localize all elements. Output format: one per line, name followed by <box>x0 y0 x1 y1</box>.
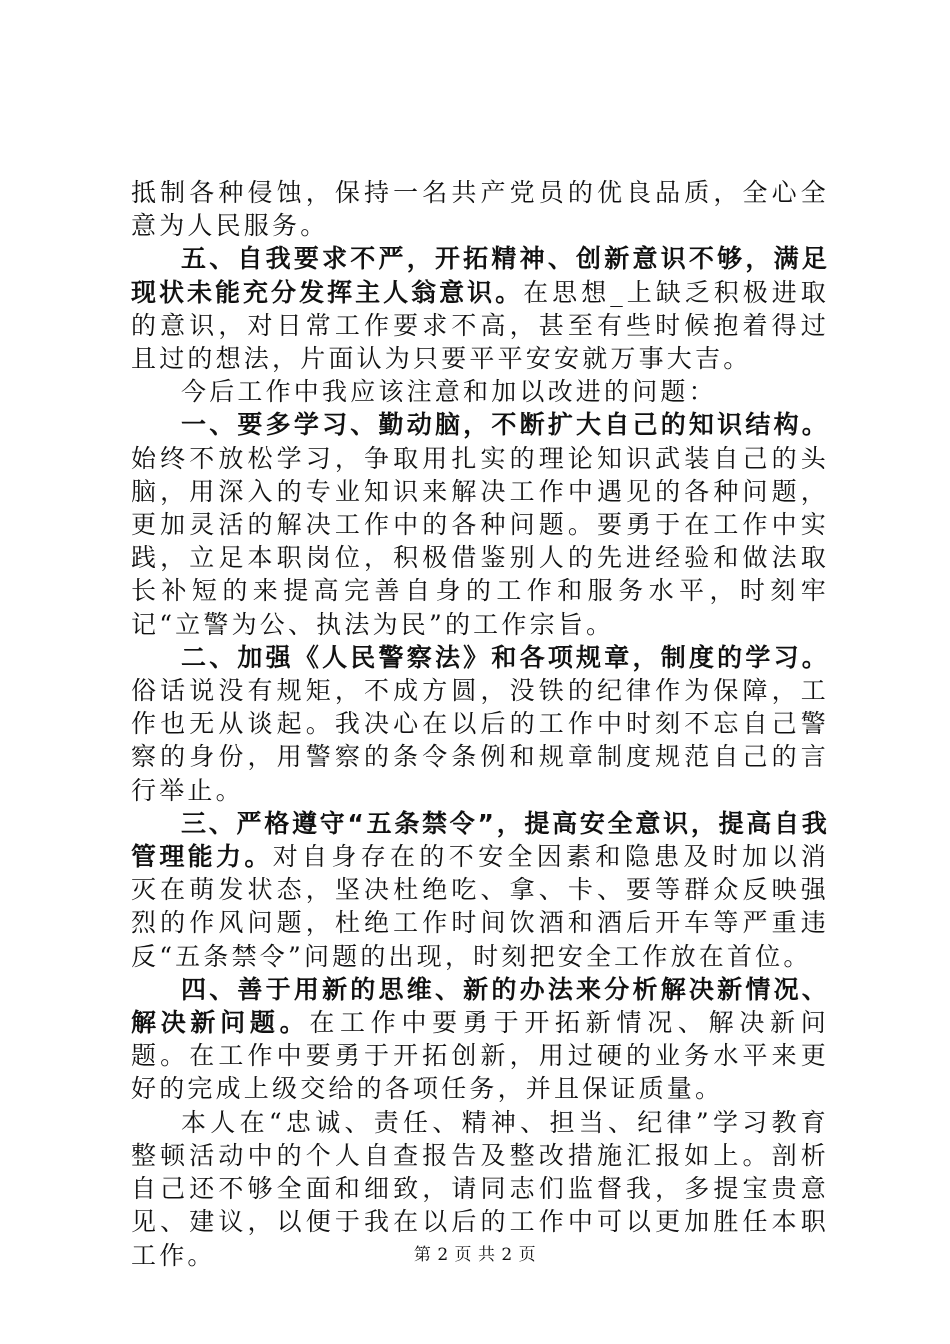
paragraph-text: 抵制各种侵蚀，保持一名共产党员的优良品质，全心全意为人民服务。 <box>131 178 829 241</box>
paragraph-text: 本人在“忠诚、责任、精神、担当、纪律”学习教育整顿活动中的个人自查报告及整改措施汇报如上。剖析自己还不够全面和细致，请同志们监督我，多提宝贵意见、建议，以便于我在以后的工作中可以更加胜任本职工作。 <box>131 1107 829 1270</box>
paragraph-4 <box>131 408 829 640</box>
paragraph-5 <box>131 641 829 807</box>
paragraph-heading: 二、加强《人民警察法》和各项规章，制度的学习。 <box>181 642 829 672</box>
paragraph-heading: 四、善于用新的思维、新的办法来分析解决新情况、解决新问题。 <box>131 974 829 1038</box>
paragraph-heading: 五、自我要求不严，开拓精神、创新意识不够，满足现状未能充分发挥主人翁意识。 <box>131 244 829 307</box>
paragraph-text: 俗话说没有规矩，不成方圆，没铁的纪律作为保障，工作也无从谈起。我决心在以后的工作中时刻不忘自己警察的身份，用警察的条令条例和规章制度规范自己的言行举止。 <box>131 676 829 805</box>
paragraph-7 <box>131 973 829 1106</box>
paragraph-3 <box>131 375 829 408</box>
paragraph-text: 今后工作中我应该注意和加以改进的问题： <box>181 377 717 407</box>
document-body <box>131 176 829 1272</box>
paragraph-text: 始终不放松学习，争取用扎实的理论知识武装自己的头脑，用深入的专业知识来解决工作中遇见的各种问题，更加灵活的解决工作中的各种问题。要勇于在工作中实践，立足本职岗位，积极借鉴别人的先进经验和做法取长补短的来提高完善自身的工作和服务水平，时刻牢记“立警为公、执法为民”的工作宗旨。 <box>131 443 829 639</box>
paragraph-text: 对自身存在的不安全因素和隐患及时加以消灭在萌发状态，坚决杜绝吃、拿、卡、要等群众反映强烈的作风问题，杜绝工作时间饮酒和酒后开车等严重违反“五条禁令”问题的出现，时刻把安全工作放在首位。 <box>131 842 829 971</box>
paragraph-text: 在工作中要勇于开拓新情况、解决新问题。在工作中要勇于开拓创新，用过硬的业务水平来更好的完成上级交给的各项任务，并且保证质量。 <box>131 1008 829 1104</box>
page-number-footer: 第 2 页 共 2 页 <box>413 1245 537 1265</box>
paragraph-heading: 一、要多学习、勤动脑，不断扩大自己的知识结构。 <box>181 410 829 440</box>
paragraph-text: 在思想_上缺乏积极进取的意识，对日常工作要求不高，甚至有些时候抱着得过且过的想法，片面认为只要平平安安就万事大吉。 <box>131 277 829 374</box>
paragraph-2 <box>131 242 829 375</box>
paragraph-heading: 三、严格遵守“五条禁令”，提高安全意识，提高自我管理能力。 <box>131 808 829 872</box>
paragraph-6 <box>131 807 829 973</box>
paragraph-1 <box>131 176 829 242</box>
